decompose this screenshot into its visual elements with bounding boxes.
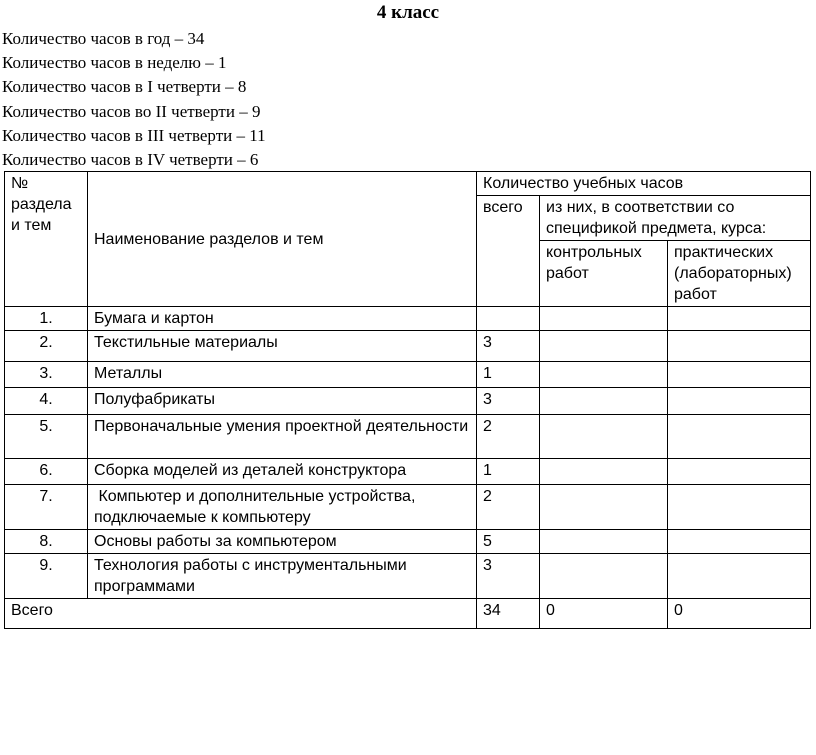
- row-practical: [668, 459, 811, 485]
- table-row: [5, 331, 811, 362]
- row-practical: [668, 331, 811, 362]
- row-num: 6.: [5, 459, 88, 485]
- page-title: 4 класс: [376, 2, 440, 23]
- row-name: Первоначальные умения проектной деятельности: [88, 415, 477, 459]
- header-control: контрольных работ: [540, 241, 668, 307]
- row-num: 3.: [5, 362, 88, 388]
- row-total: 2: [477, 415, 540, 459]
- row-num: 9.: [5, 554, 88, 599]
- row-practical: [668, 530, 811, 554]
- info-line-q1: Количество часов в I четверти – 8: [2, 77, 247, 97]
- info-line-q3: Количество часов в III четверти – 11: [2, 125, 266, 145]
- row-num: 8.: [5, 530, 88, 554]
- row-total: 3: [477, 554, 540, 599]
- row-num: 2.: [5, 331, 88, 362]
- header-practical: практических (лабораторных) работ: [668, 241, 811, 307]
- table-row: [5, 415, 811, 459]
- row-total: [477, 307, 540, 331]
- table-row: [5, 530, 811, 554]
- row-practical: [668, 415, 811, 459]
- row-control: [540, 554, 668, 599]
- row-control: [540, 485, 668, 530]
- total-control: 0: [540, 599, 668, 629]
- row-total: 1: [477, 459, 540, 485]
- row-control: [540, 362, 668, 388]
- table-row: [5, 307, 811, 331]
- table-row: [5, 362, 811, 388]
- row-control: [540, 459, 668, 485]
- row-practical: [668, 362, 811, 388]
- info-line-year: Количество часов в год – 34: [2, 29, 205, 48]
- header-hours: Количество учебных часов: [477, 172, 811, 196]
- row-total: 3: [477, 388, 540, 415]
- row-num: 5.: [5, 415, 88, 459]
- row-total: 2: [477, 485, 540, 530]
- curriculum-table: [4, 171, 811, 629]
- total-practical: 0: [668, 599, 811, 629]
- row-total: 3: [477, 331, 540, 362]
- header-total: всего: [477, 196, 540, 307]
- header-of-which: из них, в соответствии со спецификой предмета, курса:: [540, 196, 811, 241]
- row-total: 5: [477, 530, 540, 554]
- row-num: 1.: [5, 307, 88, 331]
- row-practical: [668, 388, 811, 415]
- total-label: Всего: [5, 599, 477, 629]
- row-control: [540, 530, 668, 554]
- info-line-week: Количество часов в неделю – 1: [2, 53, 227, 73]
- row-control: [540, 307, 668, 331]
- header-name: Наименование разделов и тем: [88, 172, 477, 307]
- table-total-row: [5, 599, 811, 629]
- row-control: [540, 388, 668, 415]
- row-name: Полуфабрикаты: [88, 388, 477, 415]
- row-num: 4.: [5, 388, 88, 415]
- table-row: [5, 388, 811, 415]
- row-total: 1: [477, 362, 540, 388]
- row-name: Основы работы за компьютером: [88, 530, 477, 554]
- table-row: [5, 459, 811, 485]
- hours-summary: [2, 27, 266, 172]
- row-num: 7.: [5, 485, 88, 530]
- row-name: Текстильные материалы: [88, 331, 477, 362]
- row-practical: [668, 485, 811, 530]
- total-total: 34: [477, 599, 540, 629]
- table-header-row: [5, 172, 811, 196]
- header-num: № раздела и тем: [5, 172, 88, 307]
- table-row: [5, 554, 811, 599]
- row-practical: [668, 554, 811, 599]
- row-name: Бумага и картон: [88, 307, 477, 331]
- row-practical: [668, 307, 811, 331]
- info-line-q2: Количество часов во II четверти – 9: [2, 101, 261, 121]
- row-name: Технология работы с инструментальными программами: [88, 554, 477, 599]
- row-name: Металлы: [88, 362, 477, 388]
- info-line-q4: Количество часов в IV четверти – 6: [2, 150, 259, 170]
- row-control: [540, 331, 668, 362]
- row-name: Компьютер и дополнительные устройства, подключаемые к компьютеру: [88, 485, 477, 530]
- row-control: [540, 415, 668, 459]
- table-row: [5, 485, 811, 530]
- row-name: Сборка моделей из деталей конструктора: [88, 459, 477, 485]
